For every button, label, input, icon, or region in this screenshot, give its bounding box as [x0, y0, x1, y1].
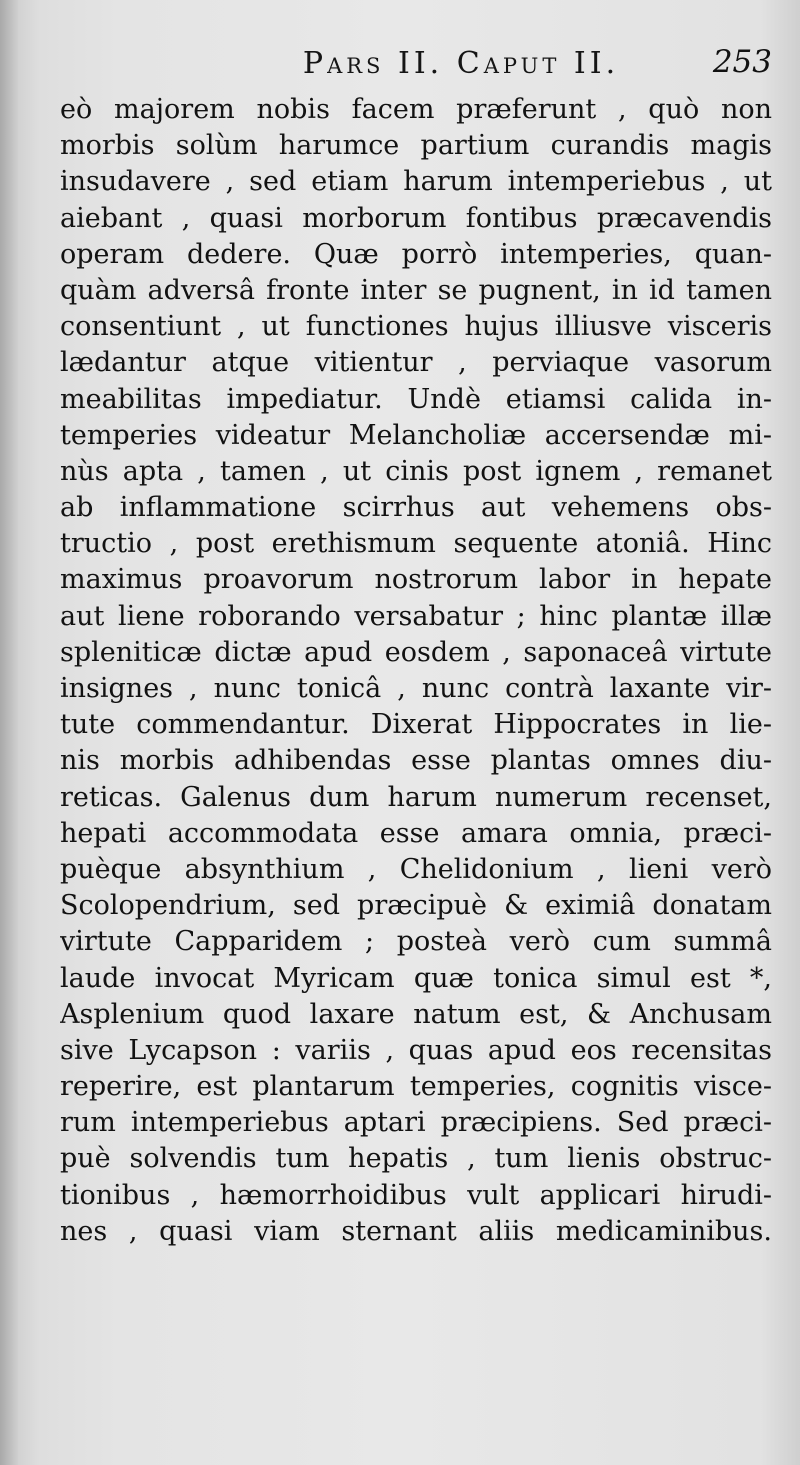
text-line: puèque absynthium , Chelidonium , lieni verò: [60, 853, 772, 885]
text-line: puè solvendis tum hepatis , tum lienis obstruc-: [60, 1143, 772, 1175]
text-line: spleniticæ dictæ apud eosdem , saponaceâ virtute: [60, 636, 772, 668]
text-line: reticas. Galenus dum harum numerum recenset,: [60, 781, 772, 813]
text-line: eò majorem nobis facem præferunt , quò non: [60, 94, 772, 125]
text-line: virtute Capparidem ; posteà verò cum summâ: [60, 926, 772, 958]
text-line: Scolopendrium, sed præcipuè & eximiâ donatam: [60, 890, 772, 922]
text-line: morbis solùm harumce partium curandis magis: [60, 130, 772, 162]
text-line: aut liene roborando versabatur ; hinc plantæ illæ: [60, 600, 772, 632]
text-line: rum intemperiebus aptari præcipiens. Sed præci-: [60, 1107, 772, 1139]
text-line: sive Lycapson : variis , quas apud eos recensitas: [60, 1034, 772, 1066]
text-line: nùs apta , tamen , ut cinis post ignem , remanet: [60, 455, 772, 487]
text-line: hepati accommodata esse amara omnia, præci-: [60, 817, 772, 849]
text-line: temperies videatur Melancholiæ accersendæ mi-: [60, 419, 772, 451]
text-line: aiebant , quasi morborum fontibus præcavendis: [60, 202, 772, 234]
text-line: tionibus , hæmorrhoidibus vult applicari hirudi-: [60, 1179, 772, 1211]
text-line: insudavere , sed etiam harum intemperiebus , ut: [60, 166, 772, 198]
body-text: [60, 92, 772, 1250]
page-header: [60, 40, 772, 86]
text-line: operam dedere. Quæ porrò intemperies, quan-: [60, 238, 772, 270]
text-line: laude invocat Myricam quæ tonica simul est *,: [60, 962, 772, 994]
text-line: tructio , post erethismum sequente atoniâ. Hinc: [60, 528, 772, 560]
text-line: nis morbis adhibendas esse plantas omnes diu-: [60, 745, 772, 777]
text-line: consentiunt , ut functiones hujus illiusve visceris: [60, 311, 772, 343]
text-line: Asplenium quod laxare natum est, & Anchusam: [60, 998, 772, 1030]
text-line: insignes , nunc tonicâ , nunc contrà laxante vir-: [60, 673, 772, 704]
page-number: 253: [712, 44, 772, 80]
page-gutter-shadow: [0, 0, 18, 1465]
text-line: reperire, est plantarum temperies, cognitis visce-: [60, 1071, 772, 1103]
text-line: meabilitas impediatur. Undè etiamsi calida in-: [60, 383, 772, 415]
text-line: quàm adversâ fronte inter se pugnent, in id tamen: [60, 274, 772, 306]
text-line: nes , quasi viam sternant aliis medicaminibus.: [60, 1215, 772, 1247]
text-line: maximus proavorum nostrorum labor in hepate: [60, 564, 772, 596]
text-line: lædantur atque vitientur , perviaque vasorum: [60, 347, 772, 379]
text-line: tute commendantur. Dixerat Hippocrates in lie-: [60, 709, 772, 741]
running-head: Pars II. Caput II.: [302, 45, 620, 81]
text-line: ab inflammatione scirrhus aut vehemens obs-: [60, 492, 772, 524]
